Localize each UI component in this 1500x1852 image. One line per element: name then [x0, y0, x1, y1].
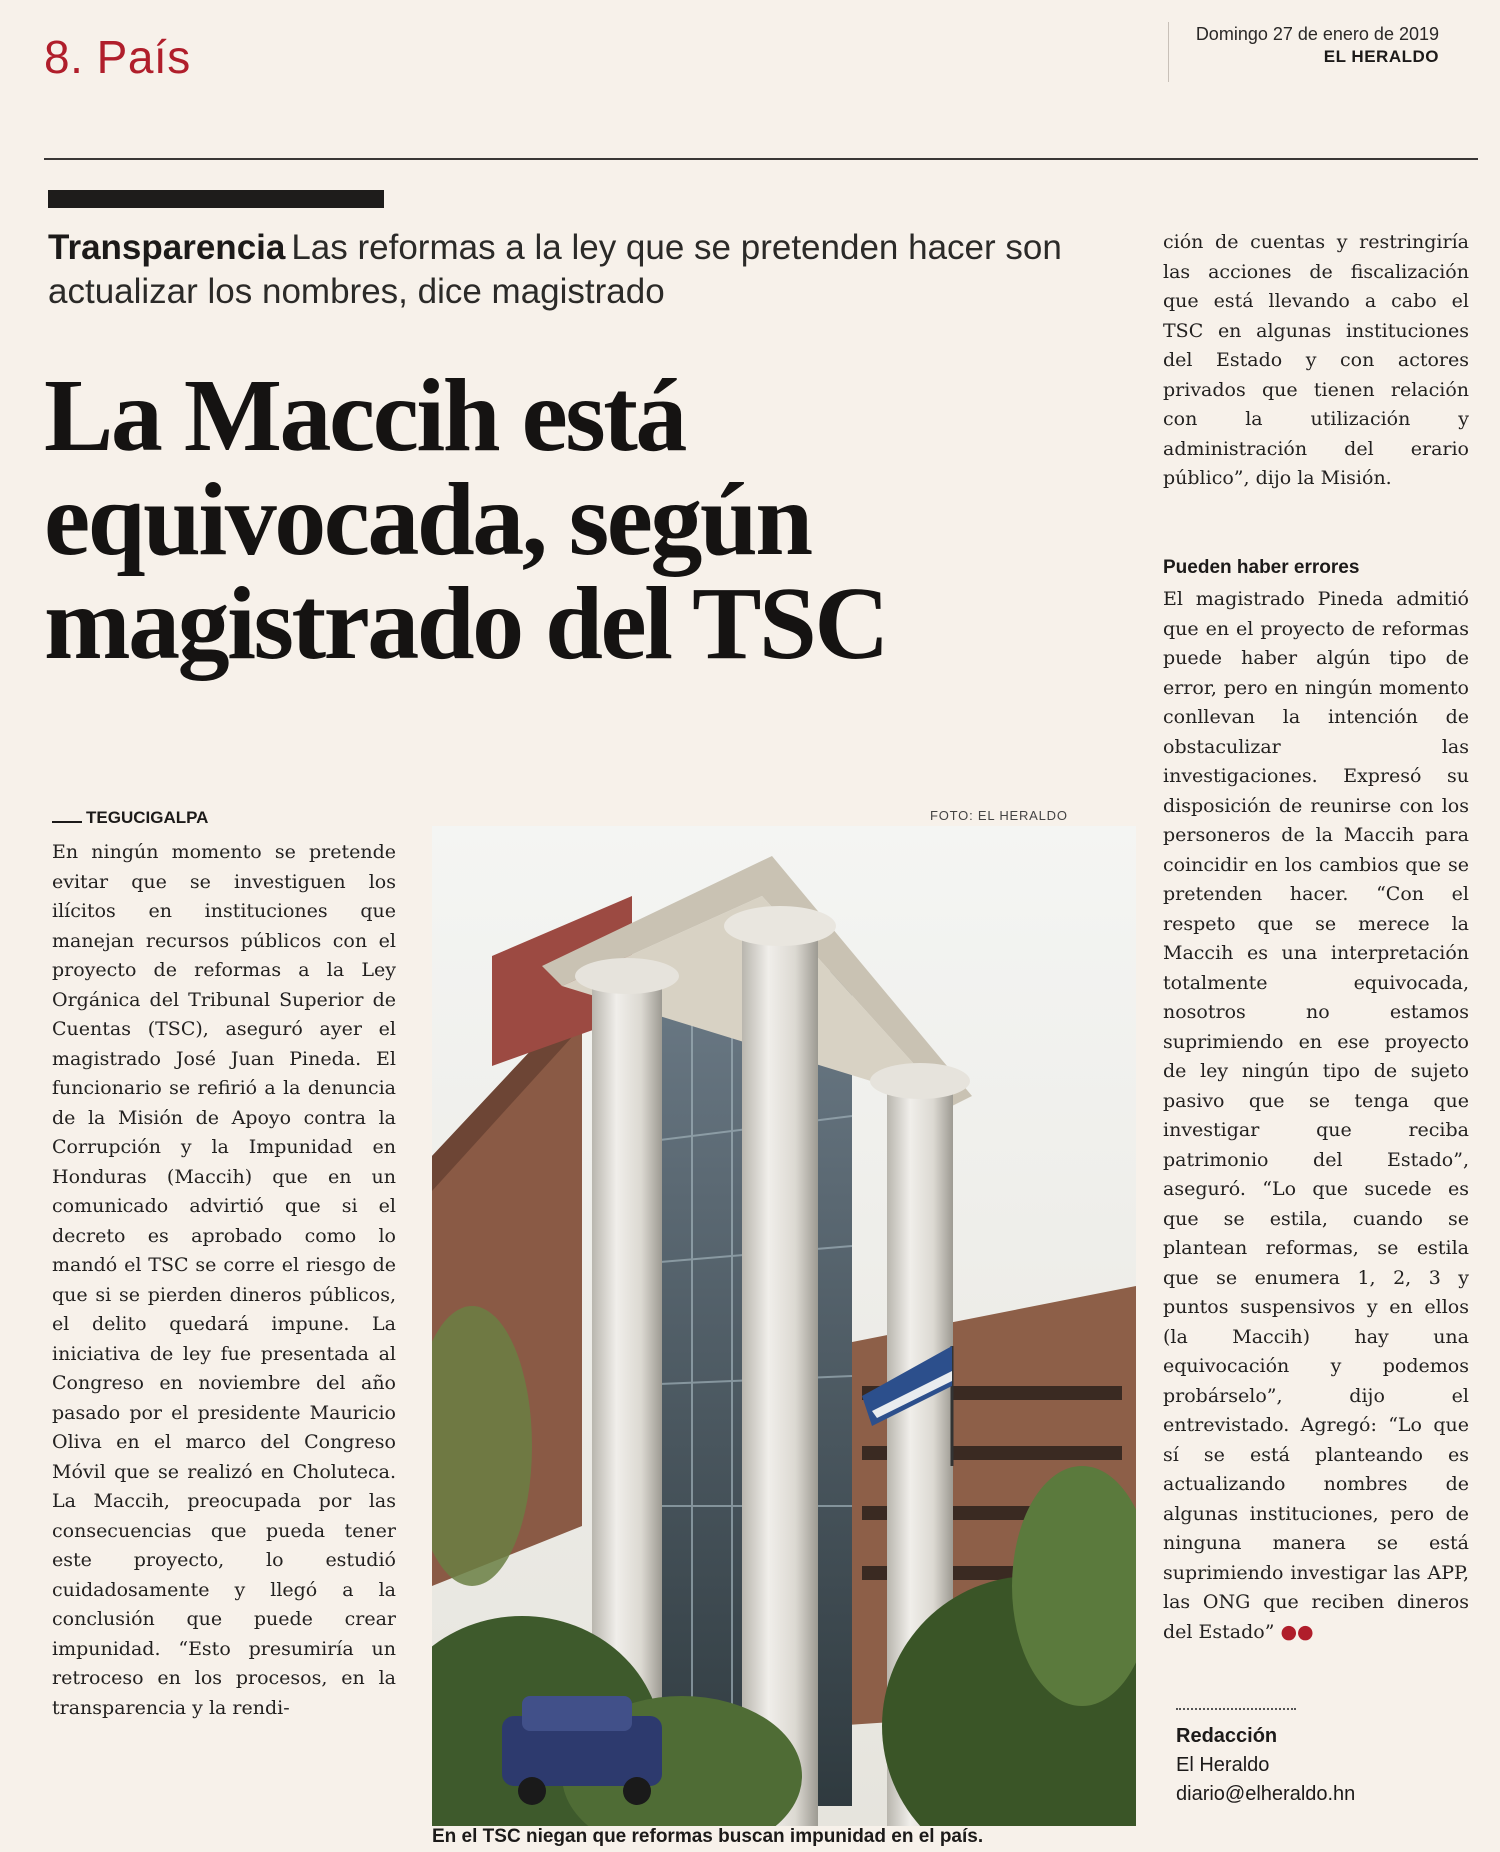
- photo-caption: En el TSC niegan que reformas buscan impunidad en el país.: [432, 1826, 984, 1847]
- headline-line-1: La Maccih está: [44, 358, 685, 473]
- signature: [1176, 1722, 1355, 1809]
- signature-org: El Heraldo: [1176, 1754, 1270, 1776]
- issue-date: Domingo 27 de enero de 2019: [1195, 24, 1439, 44]
- subhead: Pueden haber errores: [1163, 557, 1360, 578]
- article-column-3-bottom: [1163, 585, 1469, 1647]
- article-column-3-top: ción de cuentas y restringiría las acciones de fiscalización que está llevando a cabo el TSC en algunas instituciones del Estado y con actores privados que tienen relación con la utilización y administración del erario público”, dijo la Misión.: [1163, 231, 1469, 489]
- signature-role: Redacción: [1176, 1725, 1278, 1747]
- deck-kicker: Transparencia: [48, 228, 286, 267]
- deck: [48, 226, 1118, 314]
- photo-credit: FOTO: EL HERALDO: [930, 808, 1068, 823]
- deck-text: Las reformas a la ley que se pretenden hacer son actualizar los nombres, dice magistrado: [48, 228, 1062, 311]
- headline-line-3: magistrado del TSC: [44, 566, 887, 681]
- signature-email: diario@elheraldo.hn: [1176, 1783, 1356, 1805]
- article-column-3-text: El magistrado Pineda admitió que en el proyecto de reformas puede haber algún tipo de error, pero en ningún momento conllevan la intención de obstaculizar las investigaciones. Expresó su disposición de reunirse con los personeros de la Maccih para coincidir en los cambios que se pretenden hacer. “Con el respeto que se merece la Maccih es una interpretación totalmente equivocada, nosotros no estamos suprimiendo en ese proyecto de ley ningún tipo de sujeto pasivo que se tenga que investigar que reciba patrimonio del Estado”, aseguró. “Lo que sucede es que se estila, cuando se plantean reformas, se estila que se enumera 1, 2, 3 y puntos suspensivos y en ellos (la Maccih) hay una equivocación y podemos probárselo”, dijo el entrevistado. Agregó: “Lo que sí se está planteando es actualizando nombres de algunas instituciones, pero de ninguna manera se está suprimiendo investigar las APP, las ONG que reciben dineros del Estado”: [1163, 588, 1469, 1643]
- headline: [44, 358, 1124, 681]
- headline-bar: [48, 190, 384, 208]
- headline-line-2: equivocada, según: [44, 462, 811, 577]
- section-label: 8. País: [44, 31, 191, 83]
- dateline: [52, 808, 208, 828]
- header-rule: [44, 158, 1478, 160]
- signature-divider: [1176, 1708, 1296, 1710]
- dateline-text: TEGUCIGALPA: [86, 808, 209, 827]
- dateline-dash: [52, 821, 82, 823]
- end-mark: ●●: [1280, 1620, 1314, 1643]
- article-column-1: En ningún momento se pretende evitar que se investiguen los ilícitos en instituciones que manejan recursos públicos con el proyecto de reformas a la Ley Orgánica del Tribunal Superior de Cuentas (TSC), aseguró ayer el magistrado José Juan Pineda. El funcionario se refirió a la denuncia de la Misión de Apoyo contra la Corrupción y la Impunidad en Honduras (Maccih) que en un comunicado advirtió que si el decreto es aprobado como lo mandó el TSC se corre el riesgo de que si se pierden dineros públicos, el delito quedará impune. La iniciativa de ley fue presentada al Congreso en noviembre del año pasado por el presidente Mauricio Oliva en el marco del Congreso Móvil que se realizó en Choluteca. La Maccih, preocupada por las consecuencias que pueda tener este proyecto, lo estudió cuidadosamente y llegó a la conclusión que puede crear impunidad. “Esto presumiría un retroceso en los procesos, en la transparencia y la rendi-: [52, 841, 396, 1719]
- paper-name: EL HERALDO: [1323, 47, 1439, 66]
- building-photo: [432, 826, 1136, 1826]
- date-box: [1168, 22, 1439, 82]
